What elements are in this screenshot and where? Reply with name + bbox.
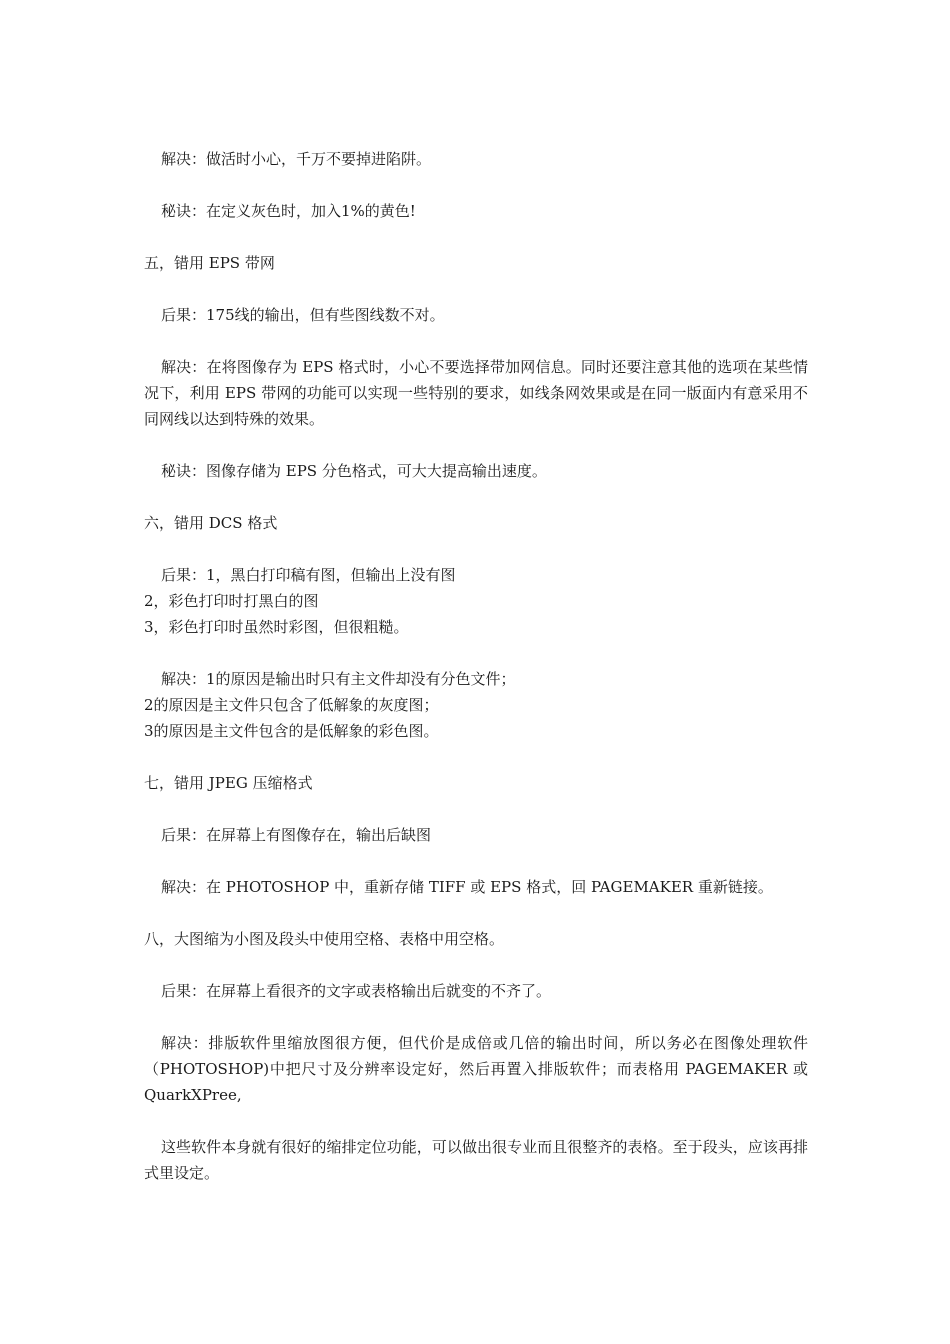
solution-dcs-line-1: 解决：1的原因是输出时只有主文件却没有分色文件；	[161, 670, 516, 688]
section-heading-dcs: 六，错用 DCS 格式	[144, 514, 278, 532]
paragraph-result-jpeg: 后果：在屏幕上有图像存在，输出后缺图	[161, 826, 432, 844]
paragraph-tip-eps: 秘诀：图像存储为 EPS 分色格式，可大大提高输出速度。	[161, 462, 547, 480]
paragraph-solution-eps: 解决：在将图像存为 EPS 格式时，小心不要选择带加网信息。同时还要注意其他的选项在某些情况下，利用 EPS 带网的功能可以实现一些特别的要求，如线条网效果或是在同一版面内有意采用不同网线以达到特殊的效果。	[144, 358, 808, 428]
result-dcs-line-3: 3，彩色打印时虽然时彩图，但很粗糙。	[144, 618, 409, 636]
paragraph-result-175: 后果：175线的输出，但有些图线数不对。	[161, 306, 445, 324]
paragraph-tip-gray: 秘诀：在定义灰色时，加入1%的黄色!	[161, 202, 416, 220]
paragraph-solution-jpeg: 解决：在 PHOTOSHOP 中，重新存储 TIFF 或 EPS 格式，回 PAGEMAKER 重新链接。	[161, 878, 773, 896]
section-heading-eps-screen: 五，错用 EPS 带网	[144, 254, 275, 272]
paragraph-solution-careful: 解决：做活时小心，千万不要掉进陷阱。	[161, 150, 432, 168]
paragraph-result-dcs	[144, 562, 808, 640]
solution-dcs-line-2: 2的原因是主文件只包含了低解象的灰度图；	[144, 696, 439, 714]
section-heading-jpeg: 七，错用 JPEG 压缩格式	[144, 774, 313, 792]
paragraph-solution-dcs	[144, 666, 808, 744]
result-dcs-line-1: 后果：1，黑白打印稿有图，但输出上没有图	[161, 566, 456, 584]
document-body	[144, 146, 808, 1186]
section-heading-scaling-spaces: 八，大图缩为小图及段头中使用空格、表格中用空格。	[144, 930, 505, 948]
paragraph-solution-scaling: 解决：排版软件里缩放图很方便，但代价是成倍或几倍的输出时间，所以务必在图像处理软件（PHOTOSHOP)中把尺寸及分辨率设定好，然后再置入排版软件；而表格用 PAGEMAKER 或 QuarkXPree,	[144, 1034, 808, 1104]
result-dcs-line-2: 2，彩色打印时打黑白的图	[144, 592, 319, 610]
paragraph-software-tables: 这些软件本身就有很好的缩排定位功能，可以做出很专业而且很整齐的表格。至于段头，应该再排式里设定。	[144, 1138, 808, 1182]
solution-dcs-line-3: 3的原因是主文件包含的是低解象的彩色图。	[144, 722, 439, 740]
paragraph-result-alignment: 后果：在屏幕上看很齐的文字或表格输出后就变的不齐了。	[161, 982, 552, 1000]
